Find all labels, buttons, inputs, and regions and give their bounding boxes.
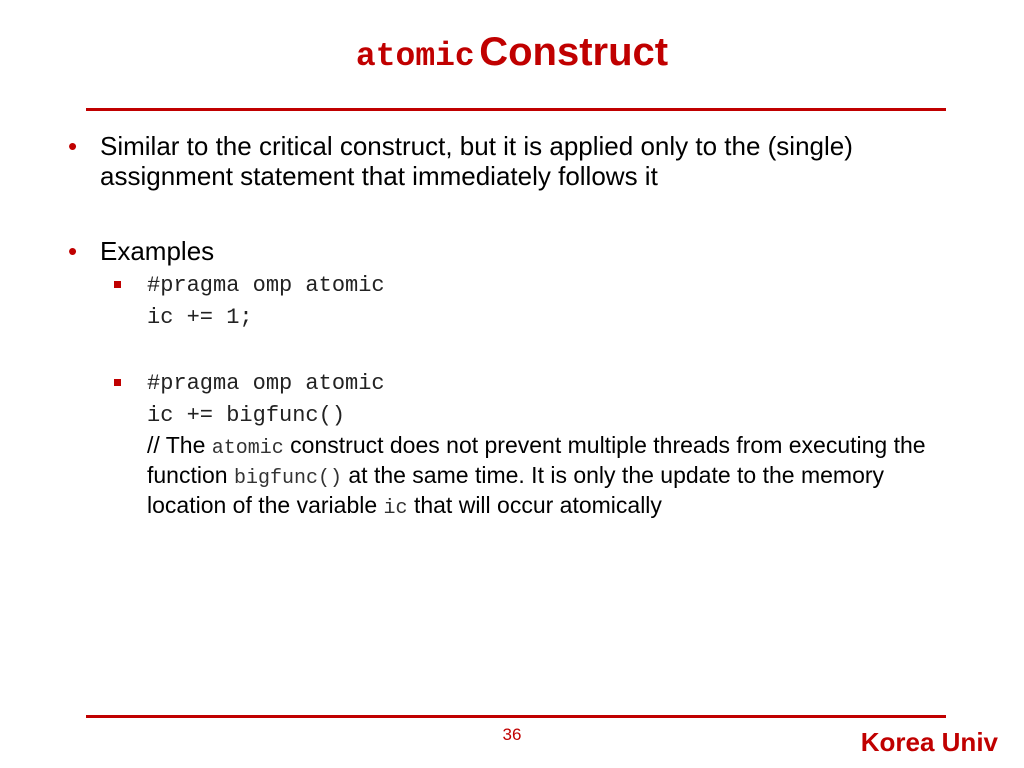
code-line: ic += bigfunc(): [147, 403, 346, 428]
title-code: atomic: [355, 38, 475, 75]
page-number: 36: [502, 725, 522, 744]
footer-brand: Korea Univ: [860, 727, 998, 757]
bullet-text: Similar to the critical construct, but it is applied only to the (single) assignment statement that immediately follows it: [100, 131, 853, 191]
square-bullet-icon: [114, 281, 121, 288]
code-line: #pragma omp atomic: [147, 273, 385, 298]
inline-code: atomic: [211, 437, 284, 460]
comment-text: construct does not prevent multiple threads from executing the function: [147, 432, 926, 488]
bullet-dot-icon: •: [68, 131, 78, 161]
comment-text: // The: [147, 432, 212, 458]
example-comment: [147, 432, 967, 522]
slide-title: [0, 30, 1024, 75]
comment-text: at the same time. It is only the update to the memory location of the variable: [147, 462, 885, 518]
code-line: #pragma omp atomic: [147, 371, 385, 396]
code-line: ic += 1;: [147, 305, 253, 330]
title-divider: [86, 108, 946, 111]
bullet-text: Examples: [100, 236, 215, 266]
square-bullet-icon: [114, 379, 121, 386]
bullet-dot-icon: •: [68, 236, 78, 266]
inline-code: bigfunc(): [233, 467, 342, 490]
comment-text: that will occur atomically: [407, 492, 662, 518]
footer-divider: [86, 715, 946, 718]
title-word: Construct: [479, 30, 669, 74]
inline-code: ic: [383, 497, 408, 520]
